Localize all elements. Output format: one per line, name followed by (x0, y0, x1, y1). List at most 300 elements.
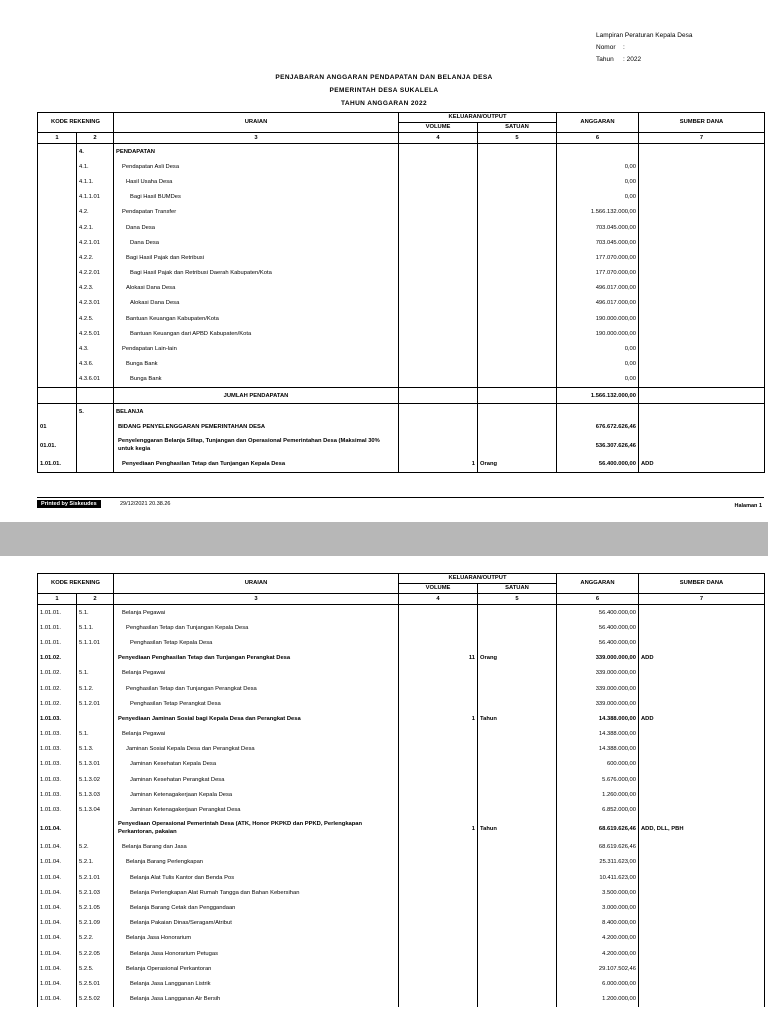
cell-anggaran: 14.388.000,00 (557, 727, 639, 742)
cell-kode-1: 1.01.04. (38, 855, 77, 870)
cell-satuan (478, 341, 557, 356)
cell-anggaran: 0,00 (557, 341, 639, 356)
cell-volume (399, 885, 478, 900)
cell-uraian: Alokasi Dana Desa (114, 296, 399, 311)
cell-satuan (478, 666, 557, 681)
cell-anggaran: 0,00 (557, 372, 639, 388)
cell-satuan (478, 144, 557, 160)
cell-uraian: Bagi Hasil BUMDes (114, 190, 399, 205)
cell-kode-2 (77, 457, 114, 473)
cell-uraian: Belanja Alat Tulis Kantor dan Benda Pos (114, 870, 399, 885)
cell-sumber-dana (639, 931, 765, 946)
cell-volume: 1 (399, 818, 478, 840)
col-number-2: 2 (77, 133, 114, 144)
table-row (38, 404, 765, 420)
cell-kode-2: 5.2.1.05 (77, 900, 114, 915)
col-number-3: 3 (114, 133, 399, 144)
cell-uraian: Penghasilan Tetap Kepala Desa (114, 635, 399, 650)
cell-volume (399, 435, 478, 457)
cell-kode-2: 4.1.1. (77, 174, 114, 189)
cell-satuan (478, 772, 557, 787)
cell-anggaran: 0,00 (557, 159, 639, 174)
cell-anggaran: 56.400.000,00 (557, 620, 639, 635)
cell-anggaran: 8.400.000,00 (557, 916, 639, 931)
cell-kode-2: 4.2.3. (77, 281, 114, 296)
cell-uraian: Belanja Barang Cetak dan Penggandaan (114, 900, 399, 915)
cell-sumber-dana (639, 696, 765, 711)
table-row (38, 840, 765, 855)
table-row (38, 855, 765, 870)
cell-sumber-dana (639, 281, 765, 296)
cell-satuan: Tahun (478, 711, 557, 726)
cell-kode-2: 5.2.1.09 (77, 916, 114, 931)
table-row (38, 946, 765, 961)
cell-uraian: Pendapatan Asli Desa (114, 159, 399, 174)
cell-volume (399, 961, 478, 976)
cell-anggaran: 4.200.000,00 (557, 931, 639, 946)
cell-kode-2: 5.1.2. (77, 681, 114, 696)
cell-satuan (478, 802, 557, 817)
cell-uraian: Jaminan Ketenagakerjaan Kepala Desa (114, 787, 399, 802)
cell-uraian: Penyelenggaran Belanja Siltap, Tunjangan dan Operasional Pemerintahan Desa (Maksimal 30% untuk kegia (114, 435, 399, 457)
cell-sumber-dana (639, 326, 765, 341)
table-row (38, 802, 765, 817)
cell-sumber-dana (639, 190, 765, 205)
table-row (38, 931, 765, 946)
cell-sumber-dana (639, 992, 765, 1007)
cell-anggaran: 56.400.000,00 (557, 605, 639, 621)
cell-kode-1 (38, 296, 77, 311)
tahun-colon: : (623, 56, 627, 63)
lampiran-title: Lampiran Peraturan Kepala Desa (596, 32, 693, 39)
cell-kode-1 (38, 235, 77, 250)
table-row (38, 250, 765, 265)
cell-anggaran: 68.619.626,46 (557, 818, 639, 840)
cell-satuan (478, 388, 557, 404)
cell-sumber-dana (639, 916, 765, 931)
cell-anggaran: 56.400.000,00 (557, 635, 639, 650)
heading-line-3: TAHUN ANGGARAN 2022 (341, 100, 427, 107)
table-row (38, 900, 765, 915)
cell-satuan (478, 696, 557, 711)
cell-satuan (478, 266, 557, 281)
cell-kode-2: 5.1.3.03 (77, 787, 114, 802)
col-number-3: 3 (114, 594, 399, 605)
cell-satuan (478, 840, 557, 855)
cell-anggaran: 703.045.000,00 (557, 235, 639, 250)
cell-sumber-dana (639, 681, 765, 696)
cell-uraian: Bagi Hasil Pajak dan Retribusi Daerah Kabupaten/Kota (114, 266, 399, 281)
cell-satuan: Orang (478, 651, 557, 666)
cell-kode-2: 5.1. (77, 727, 114, 742)
cell-kode-1: 1.01.03. (38, 787, 77, 802)
table-row (38, 696, 765, 711)
cell-satuan (478, 357, 557, 372)
cell-volume (399, 404, 478, 420)
cell-kode-1: 1.01.04. (38, 992, 77, 1007)
cell-kode-1: 1.01.04. (38, 885, 77, 900)
col-number-1: 1 (38, 594, 77, 605)
cell-uraian: Penghasilan Tetap dan Tunjangan Kepala Desa (114, 620, 399, 635)
col-number-7: 7 (639, 133, 765, 144)
cell-satuan (478, 870, 557, 885)
cell-kode-2: 5.1.1. (77, 620, 114, 635)
cell-kode-2 (77, 419, 114, 434)
cell-anggaran: 0,00 (557, 190, 639, 205)
cell-uraian: BIDANG PENYELENGGARAN PEMERINTAHAN DESA (114, 419, 399, 434)
cell-anggaran: 339.000.000,00 (557, 651, 639, 666)
tahun-value: 2022 (626, 56, 642, 63)
table-row (38, 266, 765, 281)
cell-anggaran: 6.852.000,00 (557, 802, 639, 817)
cell-uraian: Belanja Jasa Langganan Listrik (114, 976, 399, 991)
cell-volume (399, 727, 478, 742)
cell-uraian: Pendapatan Lain-lain (114, 341, 399, 356)
table-row (38, 235, 765, 250)
cell-kode-1 (38, 311, 77, 326)
cell-kode-1: 1.01.03. (38, 802, 77, 817)
cell-anggaran: 536.307.626,46 (557, 435, 639, 457)
cell-satuan (478, 742, 557, 757)
header-uraian: URAIAN (114, 113, 399, 133)
cell-satuan (478, 787, 557, 802)
cell-anggaran: 29.107.502,46 (557, 961, 639, 976)
cell-sumber-dana (639, 296, 765, 311)
cell-volume (399, 605, 478, 621)
table-row (38, 435, 765, 457)
cell-sumber-dana (639, 205, 765, 220)
cell-kode-2 (77, 435, 114, 457)
col-number-5: 5 (478, 133, 557, 144)
cell-satuan (478, 174, 557, 189)
cell-volume (399, 281, 478, 296)
cell-anggaran: 14.388.000,00 (557, 711, 639, 726)
heading-line-2: PEMERINTAH DESA SUKALELA (329, 87, 439, 94)
cell-volume (399, 235, 478, 250)
table-row (38, 885, 765, 900)
cell-uraian: Dana Desa (114, 220, 399, 235)
table-row (38, 992, 765, 1007)
cell-satuan (478, 250, 557, 265)
cell-kode-2 (77, 711, 114, 726)
cell-volume (399, 205, 478, 220)
cell-sumber-dana: ADD (639, 711, 765, 726)
cell-kode-1: 01.01. (38, 435, 77, 457)
cell-kode-1 (38, 205, 77, 220)
cell-satuan (478, 372, 557, 388)
cell-satuan (478, 946, 557, 961)
cell-kode-1 (38, 372, 77, 388)
cell-kode-2: 4.2.2. (77, 250, 114, 265)
table-row (38, 961, 765, 976)
header-satuan: SATUAN (478, 584, 557, 594)
cell-satuan (478, 620, 557, 635)
cell-satuan: Orang (478, 457, 557, 473)
cell-volume (399, 250, 478, 265)
cell-satuan (478, 681, 557, 696)
cell-satuan (478, 931, 557, 946)
cell-uraian: Penyediaan Operasional Pemerintah Desa (ATK, Honor PKPKD dan PPKD, Perlengkapan Perkantoran, pakaian (114, 818, 399, 840)
cell-kode-2: 4.3.6. (77, 357, 114, 372)
header-volume: VOLUME (399, 123, 478, 133)
cell-kode-1: 1.01.01. (38, 620, 77, 635)
cell-satuan (478, 190, 557, 205)
cell-kode-1 (38, 220, 77, 235)
cell-kode-2: 4.2.2.01 (77, 266, 114, 281)
cell-sumber-dana (639, 250, 765, 265)
cell-volume (399, 144, 478, 160)
cell-kode-2: 5.2.1. (77, 855, 114, 870)
cell-uraian: Alokasi Dana Desa (114, 281, 399, 296)
cell-sumber-dana (639, 419, 765, 434)
cell-sumber-dana (639, 802, 765, 817)
cell-kode-2: 5.2.1.01 (77, 870, 114, 885)
cell-sumber-dana: ADD (639, 457, 765, 473)
table-row (38, 605, 765, 621)
tahun-label: Tahun (596, 56, 614, 63)
cell-sumber-dana: ADD, DLL, PBH (639, 818, 765, 840)
cell-uraian: Jaminan Ketenagakerjaan Perangkat Desa (114, 802, 399, 817)
cell-kode-1 (38, 341, 77, 356)
header-sumber-dana: SUMBER DANA (639, 574, 765, 594)
cell-anggaran: 0,00 (557, 357, 639, 372)
table-row (38, 818, 765, 840)
cell-anggaran: 0,00 (557, 174, 639, 189)
cell-sumber-dana (639, 388, 765, 404)
document-heading (0, 71, 768, 110)
cell-kode-2: 4.1.1.01 (77, 190, 114, 205)
cell-anggaran: 190.000.000,00 (557, 326, 639, 341)
col-number-6: 6 (557, 594, 639, 605)
cell-anggaran: 339.000.000,00 (557, 696, 639, 711)
cell-sumber-dana (639, 159, 765, 174)
cell-volume (399, 220, 478, 235)
cell-uraian: Penghasilan Tetap Perangkat Desa (114, 696, 399, 711)
cell-anggaran: 5.676.000,00 (557, 772, 639, 787)
cell-kode-2: 5. (77, 404, 114, 420)
cell-volume (399, 296, 478, 311)
total-row (38, 388, 765, 404)
cell-satuan (478, 916, 557, 931)
table-row (38, 651, 765, 666)
cell-sumber-dana (639, 372, 765, 388)
cell-kode-1: 1.01.02. (38, 681, 77, 696)
cell-sumber-dana (639, 605, 765, 621)
cell-uraian: Bunga Bank (114, 357, 399, 372)
cell-kode-1: 1.01.02. (38, 651, 77, 666)
table-row (38, 742, 765, 757)
cell-volume (399, 266, 478, 281)
cell-kode-1: 1.01.01. (38, 605, 77, 621)
cell-kode-2: 5.2. (77, 840, 114, 855)
cell-volume (399, 916, 478, 931)
table-row (38, 311, 765, 326)
cell-kode-1 (38, 250, 77, 265)
cell-satuan (478, 235, 557, 250)
cell-anggaran: 25.311.623,00 (557, 855, 639, 870)
table-row (38, 666, 765, 681)
cell-satuan (478, 992, 557, 1007)
cell-kode-1 (38, 190, 77, 205)
cell-satuan (478, 419, 557, 434)
cell-volume (399, 992, 478, 1007)
cell-volume (399, 840, 478, 855)
cell-kode-2: 5.1.3.02 (77, 772, 114, 787)
cell-uraian: Jaminan Kesehatan Perangkat Desa (114, 772, 399, 787)
cell-volume (399, 742, 478, 757)
cell-sumber-dana (639, 885, 765, 900)
cell-sumber-dana (639, 311, 765, 326)
cell-anggaran: 339.000.000,00 (557, 681, 639, 696)
cell-satuan (478, 159, 557, 174)
table-row (38, 727, 765, 742)
cell-volume (399, 311, 478, 326)
cell-uraian: Belanja Jasa Langganan Air Bersih (114, 992, 399, 1007)
cell-volume (399, 326, 478, 341)
cell-kode-2: 5.2.2.05 (77, 946, 114, 961)
cell-kode-2: 4.2.5. (77, 311, 114, 326)
cell-kode-2: 4.1. (77, 159, 114, 174)
nomor-label: Nomor (596, 44, 616, 51)
cell-sumber-dana (639, 235, 765, 250)
cell-satuan (478, 281, 557, 296)
cell-uraian: Belanja Pakaian Dinas/Seragam/Atribut (114, 916, 399, 931)
cell-uraian: Bagi Hasil Pajak dan Retribusi (114, 250, 399, 265)
cell-kode-2: 5.1.3.01 (77, 757, 114, 772)
cell-uraian: BELANJA (114, 404, 399, 420)
cell-uraian: Penyediaan Jaminan Sosial bagi Kepala Desa dan Perangkat Desa (114, 711, 399, 726)
cell-sumber-dana (639, 357, 765, 372)
table-row (38, 457, 765, 473)
cell-kode-2: 4.3. (77, 341, 114, 356)
cell-anggaran: 10.411.623,00 (557, 870, 639, 885)
cell-volume (399, 976, 478, 991)
cell-sumber-dana (639, 144, 765, 160)
cell-kode-1 (38, 144, 77, 160)
cell-satuan (478, 961, 557, 976)
cell-kode-1: 1.01.03. (38, 757, 77, 772)
cell-anggaran: 1.566.132.000,00 (557, 205, 639, 220)
cell-kode-1: 1.01.04. (38, 818, 77, 840)
nomor-colon: : (623, 44, 625, 51)
cell-kode-1: 1.01.03. (38, 711, 77, 726)
cell-kode-2: 4.2.1.01 (77, 235, 114, 250)
document-page-2 (0, 556, 768, 1024)
cell-sumber-dana (639, 840, 765, 855)
table-row (38, 159, 765, 174)
footer-divider (37, 497, 764, 498)
cell-kode-1: 1.01.04. (38, 931, 77, 946)
cell-volume (399, 372, 478, 388)
print-timestamp: 29/12/2021 20.38.26 (120, 501, 171, 507)
cell-volume (399, 620, 478, 635)
cell-satuan (478, 757, 557, 772)
cell-kode-2: 5.1.1.01 (77, 635, 114, 650)
cell-sumber-dana (639, 174, 765, 189)
cell-volume (399, 931, 478, 946)
cell-satuan (478, 885, 557, 900)
cell-uraian: Belanja Pegawai (114, 666, 399, 681)
cell-kode-2 (77, 818, 114, 840)
cell-anggaran: 56.400.000,00 (557, 457, 639, 473)
table-row (38, 326, 765, 341)
cell-volume (399, 159, 478, 174)
cell-kode-2: 5.2.2. (77, 931, 114, 946)
cell-uraian: Belanja Operasional Perkantoran (114, 961, 399, 976)
table-row (38, 916, 765, 931)
cell-anggaran: 496.017.000,00 (557, 281, 639, 296)
cell-kode-1: 1.01.02. (38, 666, 77, 681)
cell-satuan (478, 220, 557, 235)
cell-volume (399, 696, 478, 711)
cell-kode-1: 1.01.04. (38, 870, 77, 885)
cell-kode-1: 1.01.03. (38, 772, 77, 787)
cell-anggaran: 3.500.000,00 (557, 885, 639, 900)
cell-kode-1 (38, 404, 77, 420)
header-satuan: SATUAN (478, 123, 557, 133)
cell-anggaran: 1.260.000,00 (557, 787, 639, 802)
cell-kode-2: 5.1. (77, 666, 114, 681)
col-number-7: 7 (639, 594, 765, 605)
cell-sumber-dana (639, 787, 765, 802)
header-sumber-dana: SUMBER DANA (639, 113, 765, 133)
cell-sumber-dana (639, 341, 765, 356)
header-uraian: URAIAN (114, 574, 399, 594)
cell-volume (399, 635, 478, 650)
cell-kode-2: 5.1.3. (77, 742, 114, 757)
table-row (38, 681, 765, 696)
cell-kode-2: 5.2.5. (77, 961, 114, 976)
cell-kode-1: 1.01.04. (38, 976, 77, 991)
cell-sumber-dana (639, 855, 765, 870)
table-row (38, 870, 765, 885)
cell-anggaran: 600.000,00 (557, 757, 639, 772)
cell-sumber-dana (639, 742, 765, 757)
table-row (38, 419, 765, 434)
cell-kode-1: 1.01.03. (38, 742, 77, 757)
table-row (38, 620, 765, 635)
cell-sumber-dana (639, 772, 765, 787)
cell-kode-1 (38, 281, 77, 296)
cell-sumber-dana (639, 900, 765, 915)
table-row (38, 772, 765, 787)
cell-kode-2: 4.2.1. (77, 220, 114, 235)
cell-uraian: Belanja Pegawai (114, 727, 399, 742)
cell-anggaran (557, 144, 639, 160)
table-body-page-2 (38, 605, 765, 1007)
cell-kode-2: 5.1. (77, 605, 114, 621)
cell-satuan (478, 326, 557, 341)
cell-satuan (478, 855, 557, 870)
cell-satuan (478, 404, 557, 420)
cell-uraian: Hasil Usaha Desa (114, 174, 399, 189)
header-kode-rekening: KODE REKENING (38, 574, 114, 594)
cell-uraian: PENDAPATAN (114, 144, 399, 160)
header-kode-rekening: KODE REKENING (38, 113, 114, 133)
cell-uraian: Belanja Jasa Honorarium (114, 931, 399, 946)
cell-kode-2: 4.2.3.01 (77, 296, 114, 311)
cell-volume (399, 174, 478, 189)
cell-uraian: Pendapatan Transfer (114, 205, 399, 220)
cell-uraian: Jaminan Sosial Kepala Desa dan Perangkat Desa (114, 742, 399, 757)
cell-kode-1: 1.01.01. (38, 635, 77, 650)
cell-kode-1: 1.01.04. (38, 840, 77, 855)
col-number-6: 6 (557, 133, 639, 144)
cell-satuan (478, 727, 557, 742)
cell-kode-1: 1.01.02. (38, 696, 77, 711)
cell-anggaran: 4.200.000,00 (557, 946, 639, 961)
table-row (38, 711, 765, 726)
